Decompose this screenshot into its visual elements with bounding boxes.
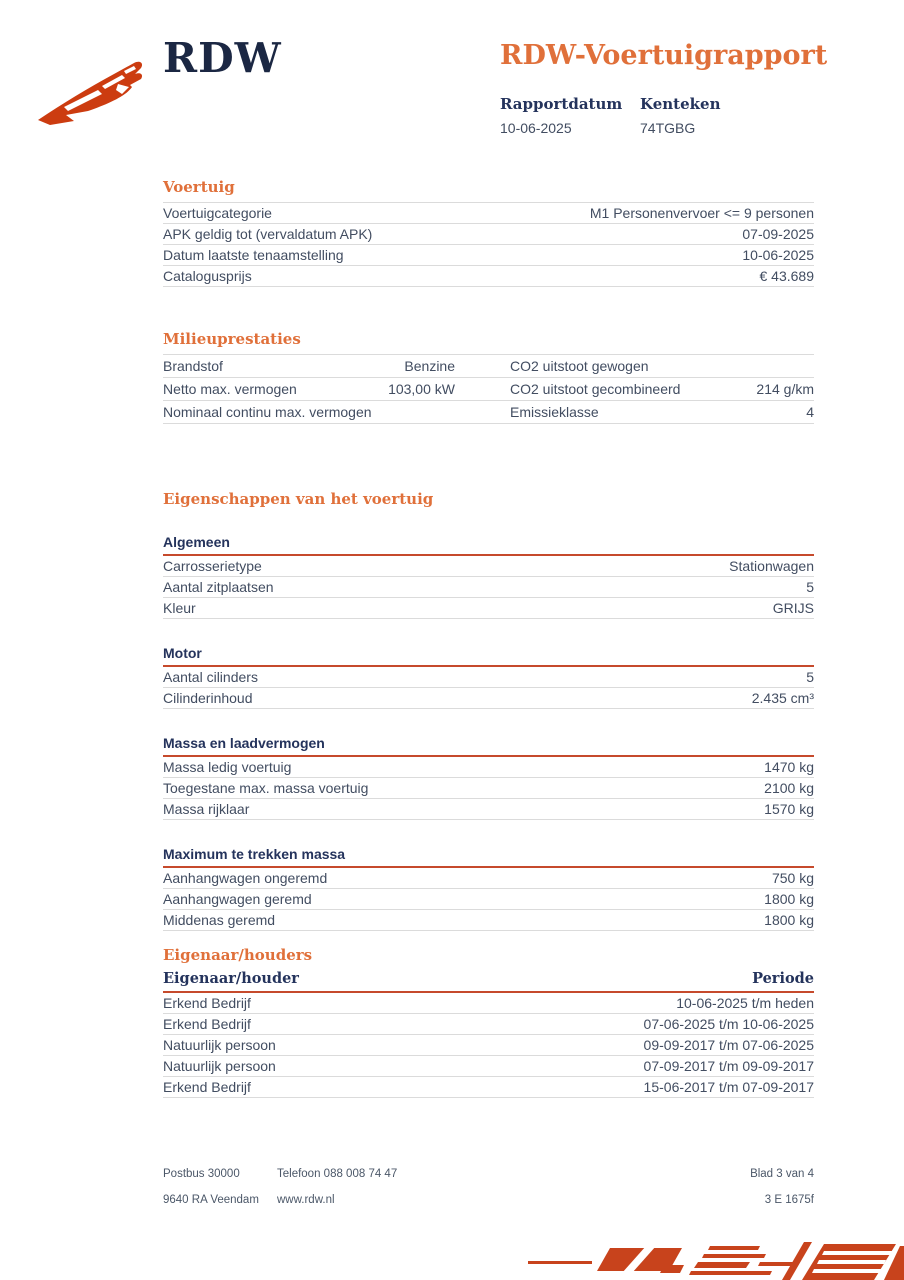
row-value: M1 Personenvervoer <= 9 personen [589,205,814,221]
owner-type: Natuurlijk persoon [163,1037,276,1053]
row-label: Aanhangwagen geremd [163,891,312,907]
table-row [163,778,814,799]
table-row [163,1035,814,1056]
row-label: Catalogusprijs [163,268,252,284]
row-value: 07-09-2025 [742,226,814,242]
subsection-heading: Maximum te trekken massa [163,846,814,868]
milieu-rows [163,354,814,424]
section-milieuprestaties [163,330,814,424]
row-label: Toegestane max. massa voertuig [163,780,369,796]
row-value: 10-06-2025 [742,247,814,263]
subsection-heading: Motor [163,645,814,667]
voertuig-rows [163,202,814,287]
row-value: 750 kg [771,870,814,886]
row-label: Emissieklasse [510,404,599,420]
row-value: 1800 kg [764,912,814,928]
section-voertuig [163,178,814,287]
table-row [163,401,814,424]
section-eigenschappen [163,490,814,931]
row-label: Massa rijklaar [163,801,250,817]
speed-stripes-graphic [512,1234,904,1280]
subsection-motor [163,645,814,709]
table-row [163,889,814,910]
row-label: Nominaal continu max. vermogen [163,404,372,420]
row-value: Benzine [404,358,455,374]
row-value: 5 [806,669,814,685]
row-value: Stationwagen [729,558,814,574]
table-row [163,868,814,889]
row-label: CO2 uitstoot gewogen [510,358,649,374]
row-label: CO2 uitstoot gecombineerd [510,381,681,397]
report-date-label: Rapportdatum [500,95,623,113]
row-label: Aanhangwagen ongeremd [163,870,328,886]
row-label: Carrosserietype [163,558,262,574]
footer-address-line2: 9640 RA Veendam [163,1194,259,1206]
footer-address-line1: Postbus 30000 [163,1168,240,1180]
section-heading: Eigenschappen van het voertuig [163,490,434,508]
owner-type: Natuurlijk persoon [163,1058,276,1074]
license-plate-block [640,95,780,136]
table-row [163,556,814,577]
row-value: 4 [806,404,814,420]
row-value: 103,00 kW [388,381,455,397]
column-header-owner: Eigenaar/houder [163,970,299,987]
license-plate-label: Kenteken [640,95,721,113]
row-value: 2.435 cm³ [751,690,814,706]
row-label: Middenas geremd [163,912,276,928]
owner-period: 09-09-2017 t/m 07-06-2025 [643,1037,814,1053]
row-label: Massa ledig voertuig [163,759,292,775]
page-footer [163,1168,814,1220]
report-meta [500,95,780,136]
row-label: Aantal cilinders [163,669,258,685]
table-row [163,598,814,619]
row-value: 5 [806,579,814,595]
footer-doc-code: 3 E 1675f [764,1194,814,1206]
table-row [163,577,814,598]
row-label: Voertuigcategorie [163,205,272,221]
row-label: APK geldig tot (vervaldatum APK) [163,226,373,242]
row-value: 1800 kg [764,891,814,907]
owner-type: Erkend Bedrijf [163,995,251,1011]
row-label: Aantal zitplaatsen [163,579,274,595]
table-row [163,993,814,1014]
table-row [163,757,814,778]
section-eigenaren [163,946,814,1098]
table-row [163,203,814,224]
footer-page-number: Blad 3 van 4 [750,1168,814,1180]
rdw-logo-text: RDW [163,34,282,82]
row-label: Netto max. vermogen [163,381,297,397]
subsection-trekken-massa [163,846,814,931]
table-row [163,1056,814,1077]
rdw-wing-icon [34,54,158,136]
row-label: Kleur [163,600,196,616]
row-label: Datum laatste tenaamstelling [163,247,344,263]
table-row [163,245,814,266]
owner-type: Erkend Bedrijf [163,1079,251,1095]
owner-period: 07-09-2017 t/m 09-09-2017 [643,1058,814,1074]
license-plate-value: 74TGBG [640,120,696,136]
row-value: 2100 kg [764,780,814,796]
owners-rows [163,993,814,1098]
section-heading: Voertuig [163,178,235,196]
row-value: 1570 kg [764,801,814,817]
table-row [163,910,814,931]
column-header-period: Periode [752,970,814,987]
owner-type: Erkend Bedrijf [163,1016,251,1032]
owners-table-header [163,970,814,993]
footer-website: www.rdw.nl [277,1194,335,1206]
table-row [163,688,814,709]
table-row [163,667,814,688]
owner-period: 07-06-2025 t/m 10-06-2025 [643,1016,814,1032]
table-row [163,266,814,287]
row-label: Brandstof [163,358,223,374]
subsection-massa [163,735,814,820]
row-value: 1470 kg [764,759,814,775]
report-date-block [500,95,640,136]
subsection-heading: Algemeen [163,534,814,556]
subsection-heading: Massa en laadvermogen [163,735,814,757]
report-date-value: 10-06-2025 [500,120,572,136]
subsection-algemeen [163,534,814,619]
table-row [163,1014,814,1035]
table-row [163,799,814,820]
row-value: € 43.689 [759,268,814,284]
section-heading: Milieuprestaties [163,330,301,348]
row-value: 214 g/km [756,381,814,397]
table-row [163,224,814,245]
row-label: Cilinderinhoud [163,690,253,706]
footer-phone: Telefoon 088 008 74 47 [277,1168,398,1180]
page-title: RDW-Voertuigrapport [500,40,828,71]
table-row [163,355,814,378]
table-row [163,1077,814,1098]
section-heading: Eigenaar/houders [163,946,313,964]
owner-period: 10-06-2025 t/m heden [676,995,814,1011]
table-row [163,378,814,401]
owner-period: 15-06-2017 t/m 07-09-2017 [643,1079,814,1095]
row-value: GRIJS [772,600,814,616]
